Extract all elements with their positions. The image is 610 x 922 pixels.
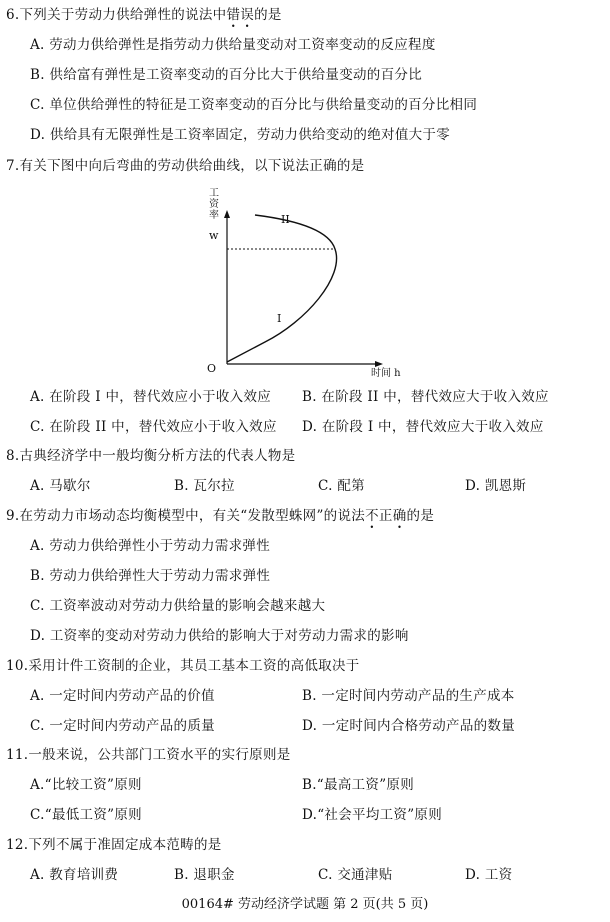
q10-stem: 10.采用计件工资制的企业，其员工基本工资的高低取决于: [6, 658, 360, 674]
q6-option-c: C. 单位供给弹性的特征是工资率变动的百分比与供给量变动的百分比相同: [30, 97, 478, 113]
x-axis-label: 时间 h: [371, 368, 401, 378]
q9-stem-end: 的是: [406, 508, 435, 524]
q8-option-b: B. 瓦尔拉: [174, 478, 235, 494]
q6-emphasis-char-1: 错: [226, 7, 241, 23]
q6-stem-text: 6.下列关于劳动力供给弹性的说法中: [6, 7, 227, 23]
q12-option-c: C. 交通津贴: [318, 867, 393, 883]
q12-option-a: A. 教育培训费: [30, 867, 119, 883]
y-axis-label-1: 工: [209, 188, 219, 199]
stage-2-label: II: [281, 213, 290, 226]
origin-label: O: [207, 362, 217, 375]
q6-option-d: D. 供给具有无限弹性是工资率固定，劳动力供给变动的绝对值大于零: [30, 127, 451, 143]
q12-stem: 12.下列不属于准固定成本范畴的是: [6, 837, 222, 853]
q9-option-b: B. 劳动力供给弹性大于劳动力需求弹性: [30, 568, 271, 584]
x-axis-arrow: [375, 361, 383, 367]
q11-option-a: A.“比较工资”原则: [30, 777, 142, 793]
q12-option-b: B. 退职金: [174, 867, 235, 883]
q7-option-d: D. 在阶段 I 中，替代效应大于收入效应: [302, 419, 544, 435]
q7-stem: 7.有关下图中向后弯曲的劳动供给曲线，以下说法正确的是: [6, 158, 365, 174]
q10-option-d: D. 一定时间内合格劳动产品的数量: [302, 718, 516, 734]
q7-option-b: B. 在阶段 II 中，替代效应大于收入效应: [302, 389, 549, 405]
backward-bending-supply-curve: [227, 215, 337, 362]
w-label: w: [209, 229, 219, 242]
q7-option-c: C. 在阶段 II 中，替代效应小于收入效应: [30, 419, 277, 435]
q10-option-c: C. 一定时间内劳动产品的质量: [30, 718, 215, 734]
q6-option-a: A. 劳动力供给弹性是指劳动力供给量变动对工资率变动的反应程度: [30, 37, 436, 53]
q11-stem: 11.一般来说，公共部门工资水平的实行原则是: [6, 747, 291, 763]
q9-option-d: D. 工资率的变动对劳动力供给的影响大于对劳动力需求的影响: [30, 628, 409, 644]
labor-supply-figure: [195, 182, 415, 378]
stage-1-label: I: [277, 312, 282, 325]
q6-stem: [6, 6, 282, 24]
y-axis-label-2: 资: [209, 199, 219, 210]
q9-emphasis-char-1: 不: [365, 508, 379, 524]
q8-option-c: C. 配第: [318, 478, 365, 494]
q6-emphasis-char-2: 误: [240, 7, 255, 23]
q6-stem-end: 的是: [254, 7, 282, 23]
q9-option-a: A. 劳动力供给弹性小于劳动力需求弹性: [30, 538, 271, 554]
q6-option-b: B. 供给富有弹性是工资率变动的百分比大于供给量变动的百分比: [30, 67, 423, 83]
y-axis-label-3: 率: [209, 210, 219, 221]
q7-option-a: A. 在阶段 I 中，替代效应小于收入效应: [30, 389, 272, 405]
q8-stem: 8.古典经济学中一般均衡分析方法的代表人物是: [6, 448, 296, 464]
q8-option-a: A. 马歇尔: [30, 478, 91, 494]
y-axis-arrow: [224, 210, 230, 218]
q9-stem-middle: 正: [378, 508, 393, 524]
q9-option-c: C. 工资率波动对劳动力供给量的影响会越来越大: [30, 598, 326, 614]
q10-option-a: A. 一定时间内劳动产品的价值: [30, 688, 215, 704]
q9-emphasis-char-2: 确: [392, 508, 407, 524]
q9-stem: [6, 507, 434, 525]
q11-option-d: D.“社会平均工资”原则: [302, 807, 443, 823]
q11-option-b: B.“最高工资”原则: [302, 777, 415, 793]
q12-option-d: D. 工资: [465, 867, 513, 883]
q10-option-b: B. 一定时间内劳动产品的生产成本: [302, 688, 515, 704]
q11-option-c: C.“最低工资”原则: [30, 807, 142, 823]
q8-option-d: D. 凯恩斯: [465, 478, 527, 494]
q9-stem-text: 9.在劳动力市场动态均衡模型中，有关“发散型蛛网”的说法: [6, 508, 366, 524]
page-footer: 00164# 劳动经济学试题 第 2 页(共 5 页): [181, 897, 429, 912]
